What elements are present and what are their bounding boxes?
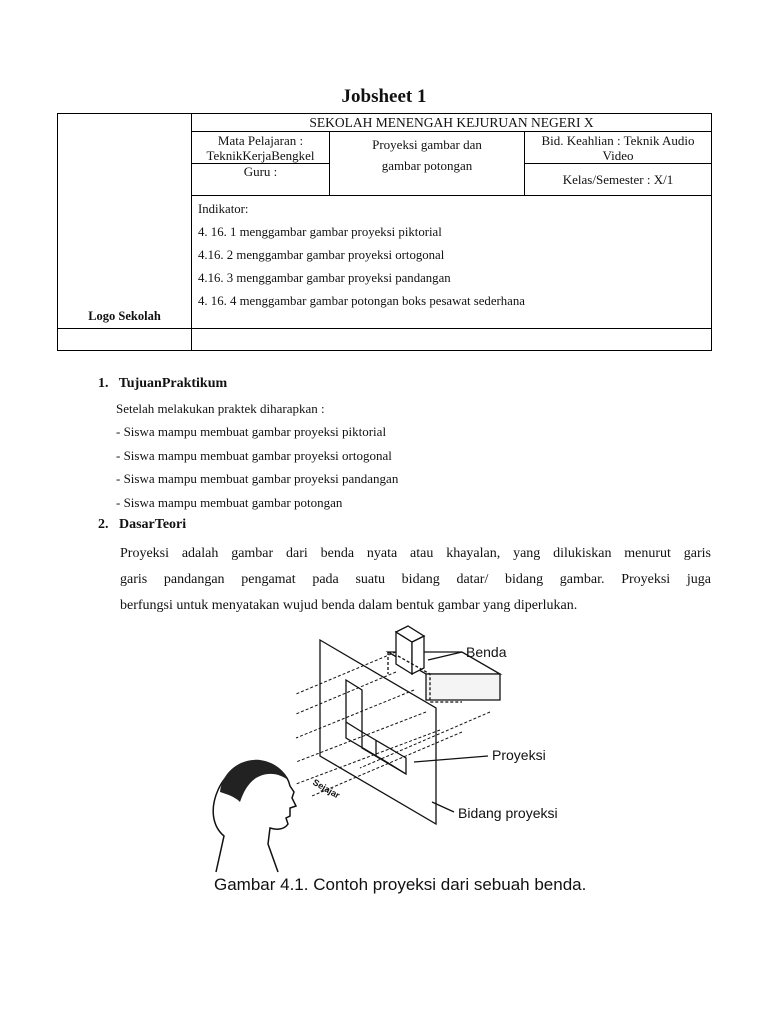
indicator-label: Indikator:	[198, 202, 249, 216]
list-item: - Siswa mampu membuat gambar potongan	[116, 494, 343, 510]
section1-list	[116, 420, 398, 514]
school-name: SEKOLAH MENENGAH KEJURUAN NEGERI X	[192, 114, 712, 132]
subject-cell	[192, 132, 330, 164]
topic-line1: Proyeksi gambar dan	[372, 137, 482, 152]
section2-paragraph	[120, 541, 711, 619]
expertise-cell	[525, 132, 712, 164]
label-sejajar: Sejajar	[311, 777, 342, 801]
logo-cell	[58, 114, 192, 329]
indicator-item: 4. 16. 1 menggambar gambar proyeksi piktorial	[198, 225, 442, 239]
topic-cell	[330, 132, 525, 196]
topic-line2: gambar potongan	[381, 158, 473, 173]
indicator-item: 4. 16. 4 menggambar gambar potongan boks pesawat sederhana	[198, 294, 525, 308]
label-proyeksi: Proyeksi	[492, 747, 546, 763]
list-item: - Siswa mampu membuat gambar proyeksi ortogonal	[116, 447, 392, 463]
list-item: - Siswa mampu membuat gambar proyeksi piktorial	[116, 424, 387, 439]
label-bidang-proyeksi: Bidang proyeksi	[458, 805, 558, 821]
paragraph-line: berfungsi untuk menyatakan wujud benda dalam bentuk gambar yang diperlukan.	[120, 598, 578, 613]
expertise-line2: Video	[602, 148, 634, 163]
expertise-line1: Bid. Keahlian : Teknik Audio	[541, 133, 695, 148]
logo-label: Logo Sekolah	[88, 309, 161, 323]
page-title: Jobsheet 1	[341, 86, 427, 107]
section2-heading	[98, 517, 186, 533]
subject-value: TeknikKerjaBengkel	[206, 148, 315, 163]
figure-caption: Gambar 4.1. Contoh proyeksi dari sebuah benda.	[214, 875, 587, 894]
paragraph-line: Proyeksi adalah gambar dari benda nyata atau khayalan, yang dilukiskan menurut garis	[120, 546, 711, 561]
indicator-item: 4.16. 3 menggambar gambar proyeksi pandangan	[198, 271, 451, 285]
section1-heading	[98, 376, 227, 392]
teacher-label: Guru :	[243, 164, 278, 179]
paragraph-line: garis pandangan pengamat pada suatu bidang datar/ bidang gambar. Proyeksi juga	[120, 572, 711, 587]
indicator-item: 4.16. 2 menggambar gambar proyeksi ortogonal	[198, 248, 445, 262]
section1-number: 1.	[98, 376, 109, 391]
class-cell	[525, 164, 712, 196]
empty-cell-right	[192, 329, 712, 351]
section1-title: TujuanPraktikum	[118, 376, 228, 391]
projection-figure	[200, 612, 600, 874]
section2-title: DasarTeori	[119, 517, 187, 532]
class-label: Kelas/Semester : X/1	[562, 171, 674, 187]
subject-label: Mata Pelajaran :	[217, 133, 304, 148]
empty-cell-left	[58, 329, 192, 351]
section2-number: 2.	[98, 517, 109, 532]
section1-intro: Setelah melakukan praktek diharapkan :	[116, 401, 325, 416]
list-item: - Siswa mampu membuat gambar proyeksi pandangan	[116, 471, 399, 486]
teacher-cell	[192, 164, 330, 196]
label-benda: Benda	[466, 644, 507, 660]
indicator-cell	[192, 196, 712, 329]
header-table	[57, 113, 712, 351]
